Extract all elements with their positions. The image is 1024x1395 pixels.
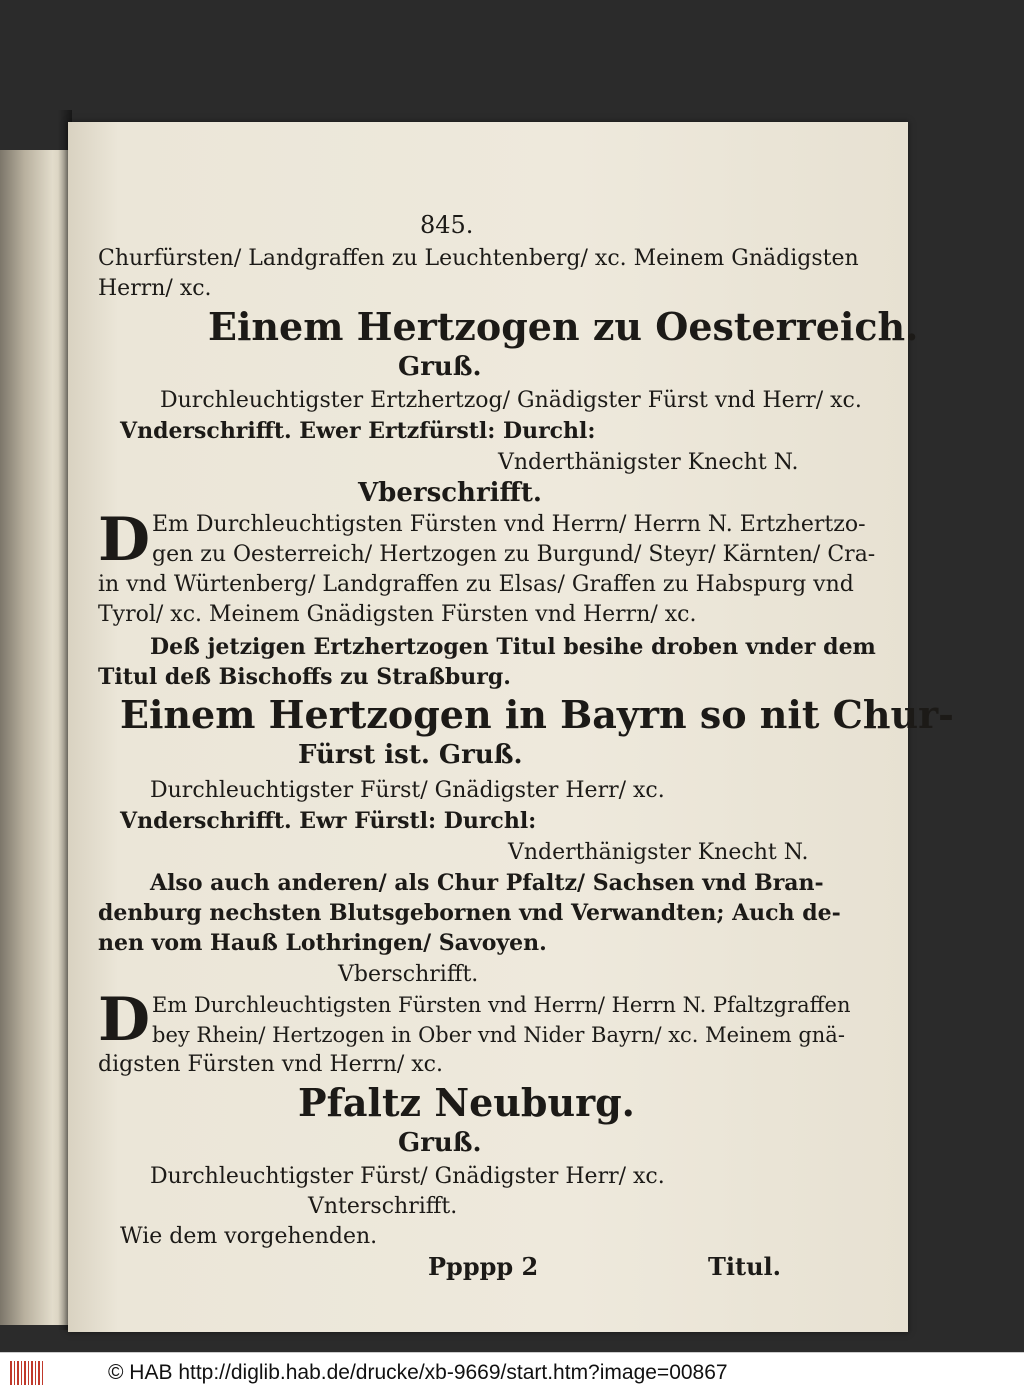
text-line: in vnd Würtenberg/ Landgraffen zu Elsas/ Graffen zu Habspurg vnd	[98, 572, 854, 597]
text-line: Herrn/ xc.	[98, 276, 212, 301]
initial-letter: D	[98, 985, 151, 1055]
text-line: Durchleuchtigster Ertzhertzog/ Gnädigster Fürst vnd Herr/ xc.	[160, 388, 862, 413]
text-line: Tyrol/ xc. Meinem Gnädigsten Fürsten vnd Herrn/ xc.	[98, 602, 697, 627]
catchword: Titul.	[708, 1252, 781, 1281]
previous-page-edge	[0, 240, 66, 1160]
barcode-icon	[10, 1361, 44, 1385]
text-line: Churfürsten/ Landgraffen zu Leuchtenberg/ xc. Meinem Gnädigsten	[98, 246, 859, 271]
subheading: Fürst ist. Gruß.	[298, 740, 523, 770]
text-line: denburg nechsten Blutsgebornen vnd Verwandten; Auch de-	[98, 900, 841, 926]
initial-letter: D	[98, 505, 151, 575]
section-heading: Pfaltz Neuburg.	[298, 1080, 635, 1125]
footer-copyright: © HAB http://diglib.hab.de/drucke/xb-9669/start.htm?image=00867	[108, 1361, 728, 1384]
text-line: Deß jetzigen Ertzhertzogen Titul besihe droben vnder dem	[150, 634, 876, 660]
text-line: nen vom Hauß Lothringen/ Savoyen.	[98, 930, 547, 956]
text-line: bey Rhein/ Hertzogen in Ober vnd Nider Bayrn/ xc. Meinem gnä-	[152, 1023, 845, 1047]
section-heading: Einem Hertzogen in Bayrn so nit Chur-	[120, 692, 954, 737]
book-page	[68, 122, 954, 1332]
section-heading: Einem Hertzogen zu Oesterreich.	[208, 304, 919, 349]
text-line: Titul deß Bischoffs zu Straßburg.	[98, 664, 511, 690]
text-line: Vnderthänigster Knecht N.	[508, 840, 809, 865]
text-line: Vnderschrifft. Ewr Fürstl: Durchl:	[120, 808, 537, 834]
page-number: 845.	[420, 211, 474, 239]
subheading: Vnterschrifft.	[308, 1194, 458, 1219]
signature-mark: Ppppp 2	[428, 1252, 539, 1281]
text-line: Durchleuchtigster Fürst/ Gnädigster Herr/ xc.	[150, 1164, 665, 1189]
text-line: digsten Fürsten vnd Herrn/ xc.	[98, 1052, 443, 1077]
subheading: Vberschrifft.	[358, 478, 542, 508]
text-line: gen zu Oesterreich/ Hertzogen zu Burgund/ Steyr/ Kärnten/ Cra-	[152, 542, 876, 567]
text-line: Wie dem vorgehenden.	[120, 1224, 378, 1249]
text-line: Vnderschrifft. Ewer Ertzfürstl: Durchl:	[120, 418, 596, 444]
text-line: Vnderthänigster Knecht N.	[498, 450, 799, 475]
footer-bar	[0, 1352, 1024, 1395]
subheading: Gruß.	[398, 352, 482, 382]
text-line: Em Durchleuchtigsten Fürsten vnd Herrn/ Herrn N. Pfaltzgraffen	[152, 993, 851, 1017]
subheading: Vberschrifft.	[338, 962, 479, 987]
subheading: Gruß.	[398, 1128, 482, 1158]
text-line: Durchleuchtigster Fürst/ Gnädigster Herr/ xc.	[150, 778, 665, 803]
text-line: Also auch anderen/ als Chur Pfaltz/ Sachsen vnd Bran-	[150, 870, 824, 896]
text-line: Em Durchleuchtigsten Fürsten vnd Herrn/ Herrn N. Ertzhertzo-	[152, 512, 866, 537]
